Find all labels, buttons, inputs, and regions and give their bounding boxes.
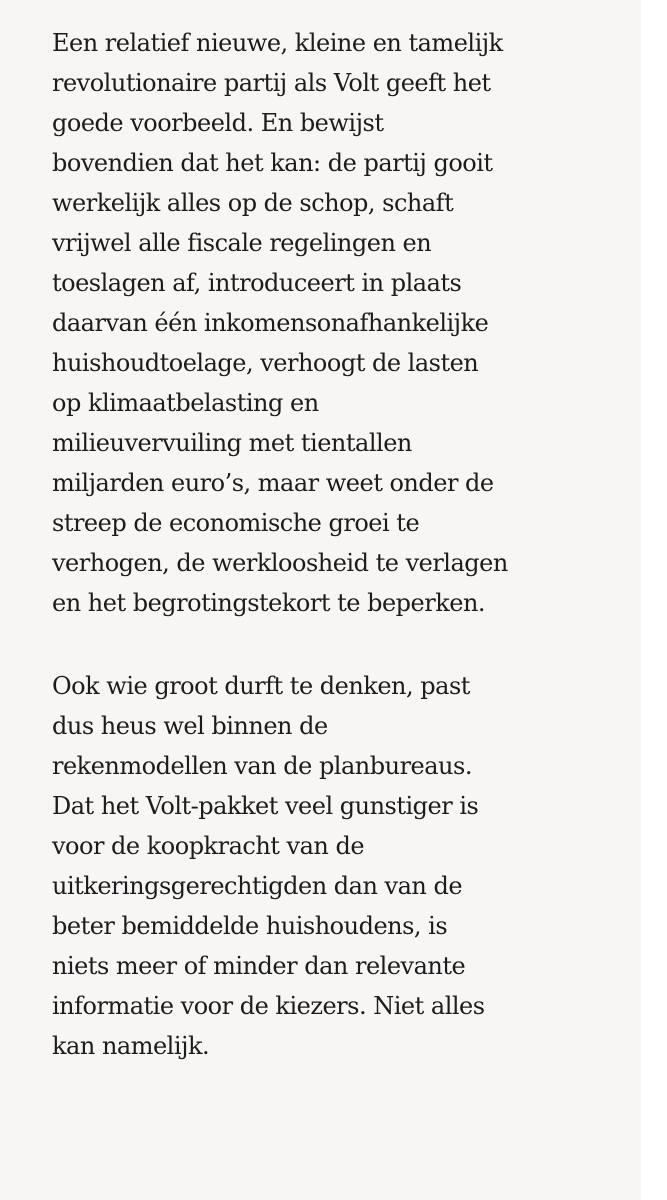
text-line: milieuvervuiling met tientallen — [52, 429, 412, 457]
paragraph-spacer — [52, 623, 621, 666]
paragraph-1 — [52, 23, 621, 623]
text-line: voor de koopkracht van de — [52, 832, 365, 860]
text-line: kan namelijk. — [52, 1032, 210, 1060]
page-edge — [641, 0, 667, 1200]
text-line: streep de economische groei te — [52, 509, 420, 537]
text-line: en het begrotingstekort te beperken. — [52, 589, 486, 617]
text-line: niets meer of minder dan relevante — [52, 952, 466, 980]
text-line: Ook wie groot durft te denken, past — [52, 672, 470, 700]
text-line: op klimaatbelasting en — [52, 389, 319, 417]
text-line: beter bemiddelde huishoudens, is — [52, 912, 448, 940]
text-line: Dat het Volt-pakket veel gunstiger is — [52, 792, 479, 820]
text-line: verhogen, de werkloosheid te verlagen — [52, 549, 508, 577]
text-line: huishoudtoelage, verhoogt de lasten — [52, 349, 479, 377]
text-line: daarvan één inkomensonafhankelijke — [52, 309, 489, 337]
text-line: informatie voor de kiezers. Niet alles — [52, 992, 485, 1020]
text-line: miljarden euro’s, maar weet onder de — [52, 469, 494, 497]
text-line: dus heus wel binnen de — [52, 712, 328, 740]
text-line: revolutionaire partij als Volt geeft het — [52, 69, 491, 97]
text-line: uitkeringsgerechtigden dan van de — [52, 872, 463, 900]
text-line: toeslagen af, introduceert in plaats — [52, 269, 462, 297]
text-line: bovendien dat het kan: de partij gooit — [52, 149, 493, 177]
text-line: rekenmodellen van de planbureaus. — [52, 752, 472, 780]
text-line: goede voorbeeld. En bewijst — [52, 109, 384, 137]
text-line: Een relatief nieuwe, kleine en tamelijk — [52, 29, 503, 57]
paragraph-2 — [52, 666, 621, 1066]
text-line: vrijwel alle fiscale regelingen en — [52, 229, 432, 257]
text-line: werkelijk alles op de schop, schaft — [52, 189, 454, 217]
